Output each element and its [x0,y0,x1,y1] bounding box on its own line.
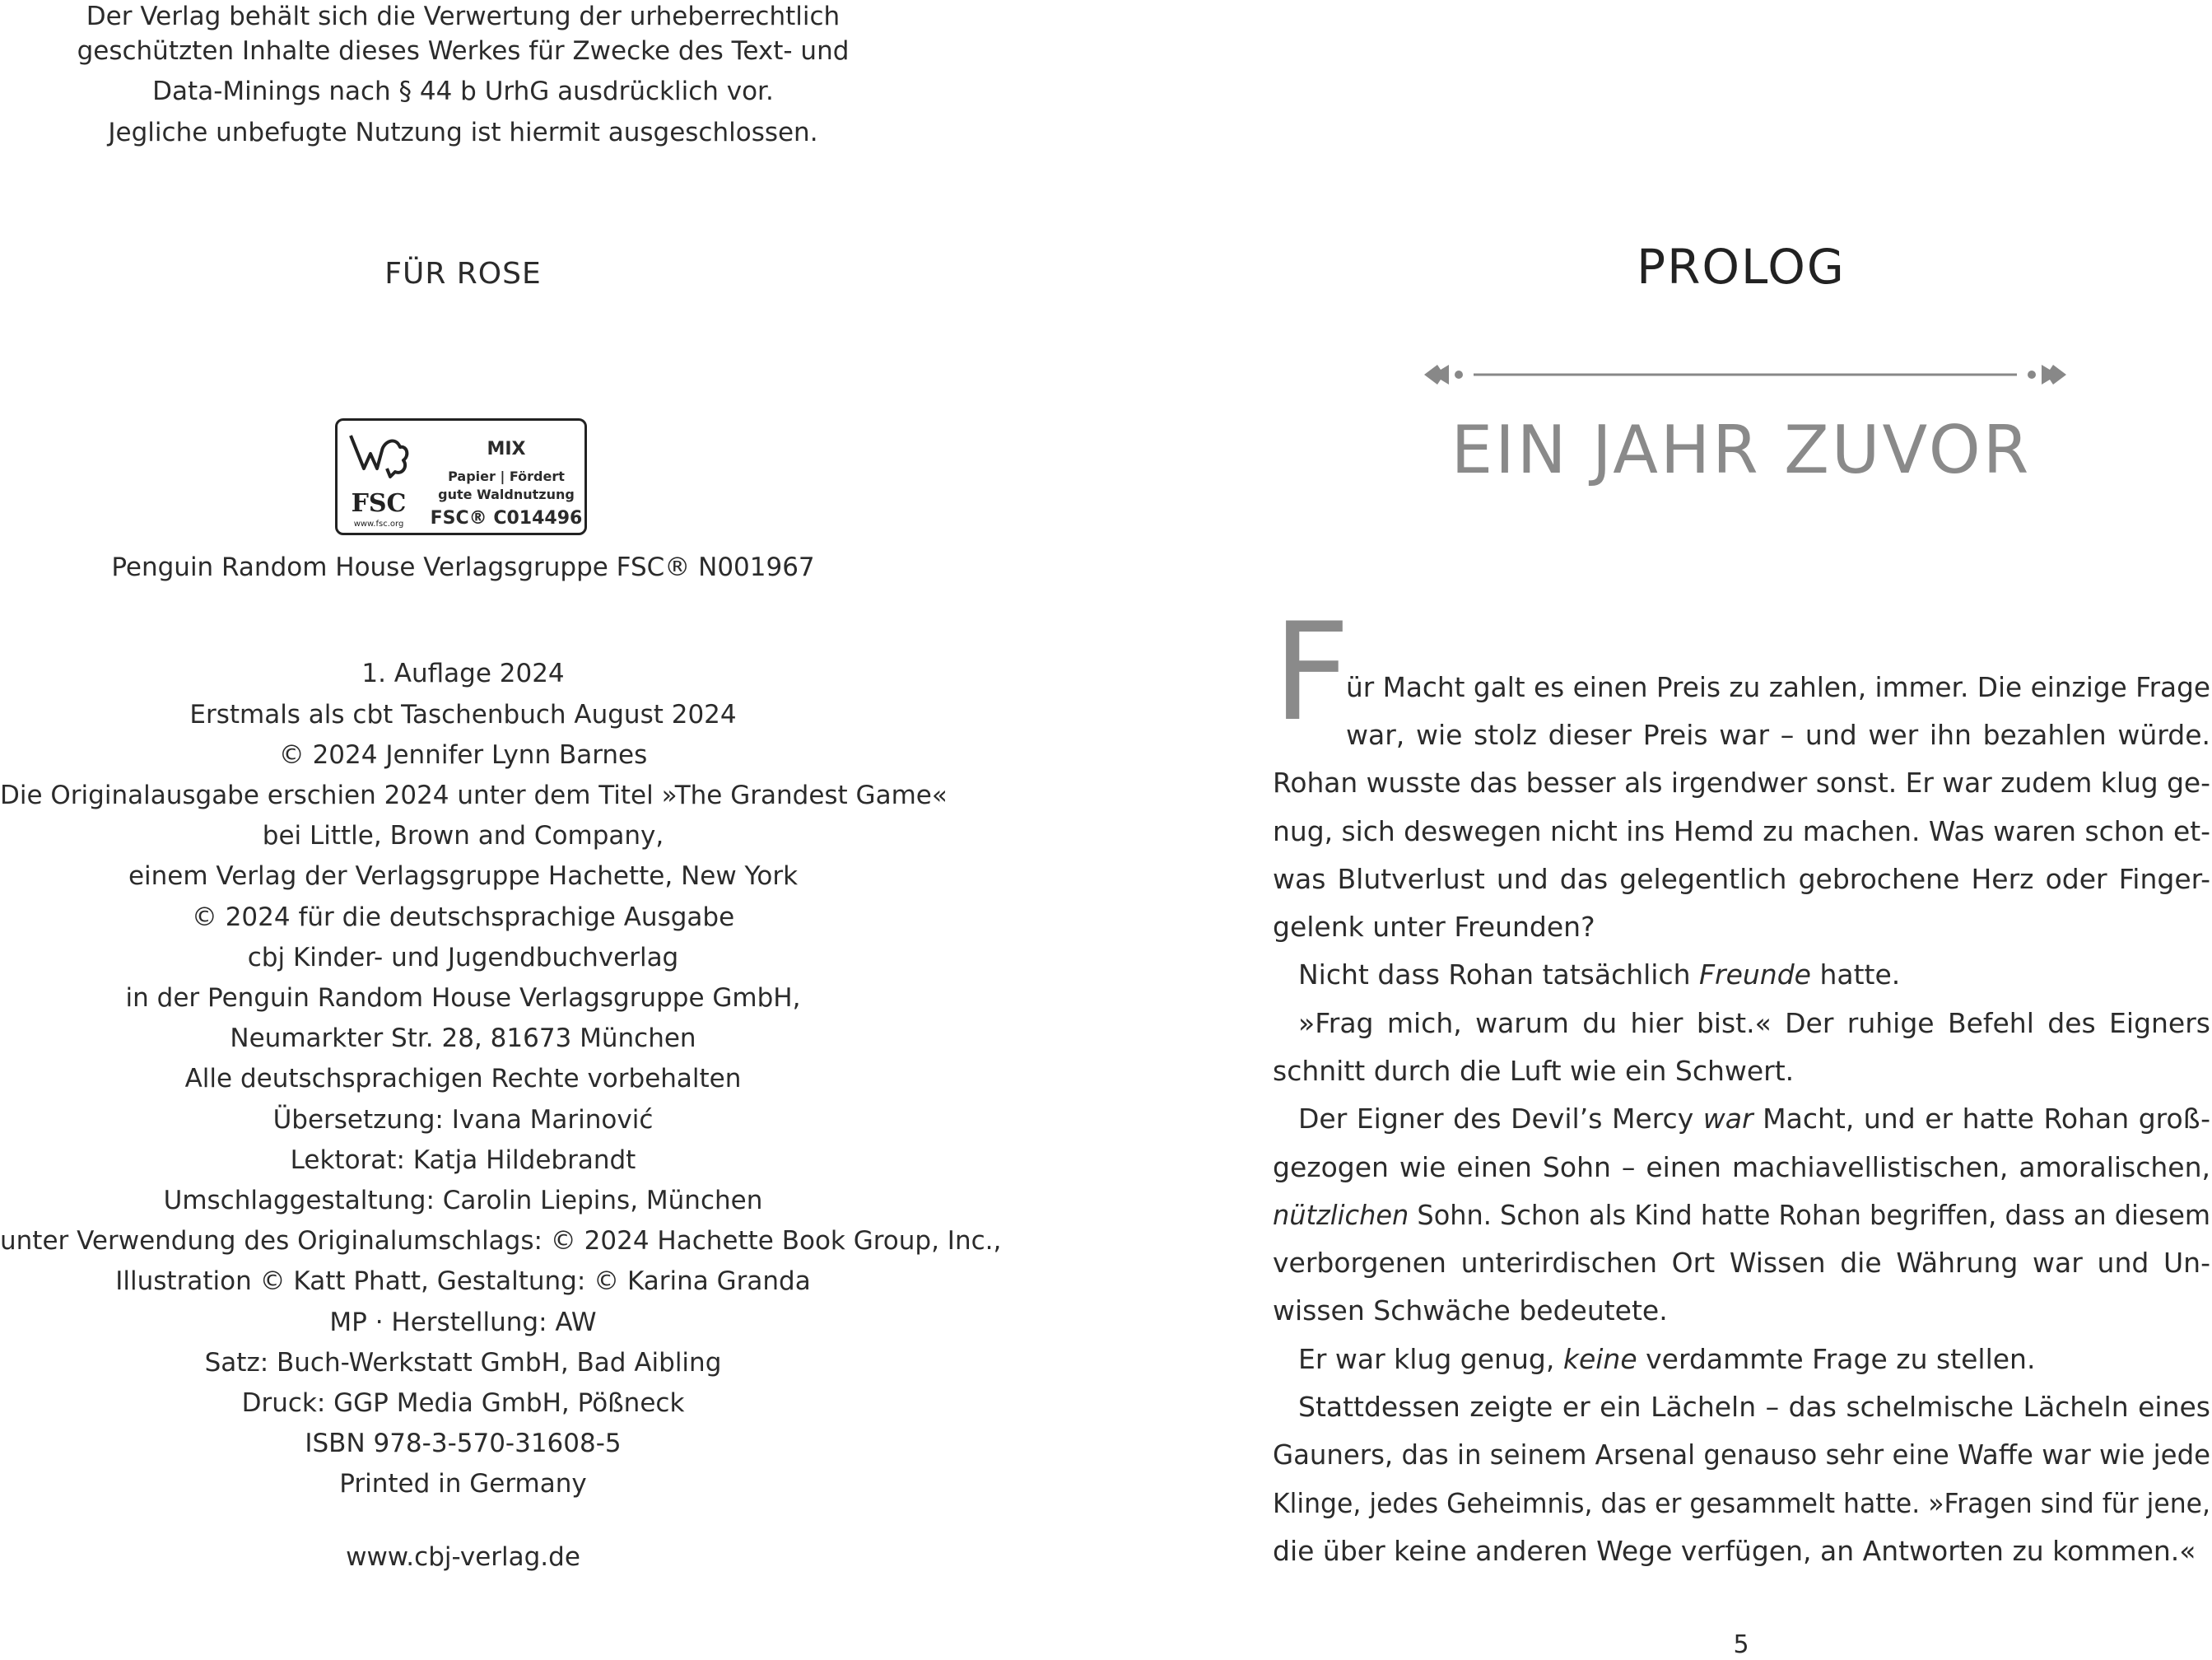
legal-notice-line: Der Verlag behält sich die Verwertung der urheberrechtlich [86,2,841,31]
credit-line: Alle deutschsprachigen Rechte vorbehalten [184,1064,742,1093]
text-run: Sohn. Schon als Kind hatte Rohan begriffen, dass an diesem [1409,1199,2210,1231]
fsc-mix: MIX [487,439,526,459]
body-text-line [1273,1151,2210,1183]
credit-line: MP · Herstellung: AW [329,1308,597,1337]
text-run: die über keine anderen Wege verfügen, an Antworten zu kommen.« [1273,1535,2196,1567]
fsc-line-1: Papier | Fördert [448,469,565,484]
body-text-line [1346,671,2210,703]
credit-line: einem Verlag der Verlagsgruppe Hachette, New York [128,861,799,891]
fsc-logo [335,418,587,535]
fsc-line-2: gute Waldnutzung [438,487,575,502]
text-run: Gauners, das in seinem Arsenal genauso sehr eine Waffe war wie jede [1273,1439,2210,1471]
chapter-subtitle: EIN JAHR ZUVOR [1451,412,2032,488]
body-text-line [1273,1199,2210,1231]
legal-notice-line: Data-Minings nach § 44 b UrhG ausdrücklich vor. [152,77,774,106]
emphasis-text: keine [1562,1343,1637,1375]
credit-line: unter Verwendung des Originalumschlags: © 2024 Hachette Book Group, Inc., [0,1226,1002,1256]
page-number: 5 [1733,1630,1749,1659]
imprint-page [0,0,1002,1660]
credit-line: © 2024 Jennifer Lynn Barnes [278,740,648,770]
text-run: nug, sich deswegen nicht ins Hemd zu machen. Was waren schon et- [1273,815,2210,847]
fsc-code: FSC® C014496 [430,508,583,529]
credit-line: Printed in Germany [339,1469,587,1499]
text-run: verdammte Frage zu stellen. [1637,1343,2036,1375]
body-text-line [1273,1487,2210,1519]
body-text-line [1273,911,1595,943]
body-text-line [1273,1247,2210,1279]
credit-line: in der Penguin Random House Verlagsgruppe GmbH, [125,983,801,1013]
text-run: gezogen wie einen Sohn – einen machiavellistischen, amoralischen, [1273,1151,2210,1183]
text-run: verborgenen unterirdischen Ort Wissen die Währung war und Un- [1273,1247,2210,1279]
credit-line: © 2024 für die deutschsprachige Ausgabe [191,902,735,932]
body-text-line [1273,1535,2196,1567]
body-text-line [1298,1103,2210,1135]
prologue-page [1260,0,2212,1660]
body-text-line [1298,1343,2035,1375]
text-run: hatte. [1810,958,1901,991]
body-text-line [1273,863,2210,895]
credit-line: Illustration © Katt Phatt, Gestaltung: © Karina Granda [115,1266,811,1296]
body-text-line [1298,1007,2210,1039]
ornament-divider [1416,354,2075,395]
text-run: war, wie stolz dieser Preis war – und wer ihn bezahlen würde. [1346,719,2210,751]
credit-line: Erstmals als cbt Taschenbuch August 2024 [189,700,737,730]
body-text-line [1273,1439,2210,1471]
body-text-line [1298,958,1900,991]
drop-cap: F [1273,594,1351,751]
fleuron-left-icon [1424,365,1449,385]
emphasis-text: Freunde [1699,958,1811,991]
credit-line: Satz: Buch-Werkstatt GmbH, Bad Aibling [204,1348,722,1378]
text-run: schnitt durch die Luft wie ein Schwert. [1273,1055,1795,1087]
credit-line: 1. Auflage 2024 [361,659,565,688]
fsc-brand: FSC [351,489,407,518]
body-text-line [1273,1294,1668,1327]
legal-notice-line: geschützten Inhalte dieses Werkes für Zwecke des Text- und [77,36,850,66]
text-run: Stattdessen zeigte er ein Lächeln – das schelmische Lächeln eines [1298,1391,2210,1423]
credit-line: Übersetzung: Ivana Marinović [272,1105,654,1135]
fleuron-right-icon [2042,365,2066,385]
text-run: was Blutverlust und das gelegentlich gebrochene Herz oder Finger- [1273,863,2210,895]
credit-line: Lektorat: Katja Hildebrandt [290,1145,636,1175]
text-run: ür Macht galt es einen Preis zu zahlen, immer. Die einzige Frage [1346,671,2210,703]
emphasis-text: nützlichen [1273,1199,1409,1231]
text-run: wissen Schwäche bedeutete. [1273,1294,1668,1327]
body-text-line [1273,1055,1794,1087]
fsc-url: www.fsc.org [353,520,404,529]
text-run: Nicht dass Rohan tatsächlich [1298,958,1700,991]
text-run: Rohan wusste das besser als irgendwer sonst. Er war zudem klug ge- [1273,767,2210,799]
text-run: Klinge, jedes Geheimnis, das er gesammelt hatte. »Fragen sind für jene, [1273,1487,2210,1519]
chapter-title: PROLOG [1637,239,1846,295]
text-run: Er war klug genug, [1298,1343,1563,1375]
body-text-line [1298,1391,2210,1423]
credit-line: ISBN 978-3-570-31608-5 [305,1429,622,1458]
body-text-line [1346,719,2210,751]
credit-line: Druck: GGP Media GmbH, Pößneck [241,1388,685,1418]
credit-line: bei Little, Brown and Company, [262,821,664,851]
credit-line: cbj Kinder- und Jugendbuchverlag [247,943,679,972]
credit-line: Neumarkter Str. 28, 81673 München [230,1024,696,1053]
website: www.cbj-verlag.de [346,1542,580,1572]
fsc-tree-icon [346,427,412,529]
credit-line: Die Originalausgabe erschien 2024 unter dem Titel »The Grandest Game« [0,781,948,810]
text-run: gelenk unter Freunden? [1273,911,1595,943]
fsc-statement: Penguin Random House Verlagsgruppe FSC® N001967 [111,553,815,582]
text-run: Der Eigner des Devil’s Mercy [1298,1103,1703,1135]
text-run: »Frag mich, warum du hier bist.« Der ruhige Befehl des Eigners [1298,1007,2210,1039]
text-run: Macht, und er hatte Rohan groß- [1753,1103,2211,1135]
legal-notice-line: Jegliche unbefugte Nutzung ist hiermit ausgeschlossen. [108,118,818,147]
emphasis-text: war [1702,1103,1753,1135]
body-text-line [1273,767,2210,799]
dedication: FÜR ROSE [384,257,542,291]
credit-line: Umschlaggestaltung: Carolin Liepins, München [163,1186,763,1215]
body-text-line [1273,815,2210,847]
